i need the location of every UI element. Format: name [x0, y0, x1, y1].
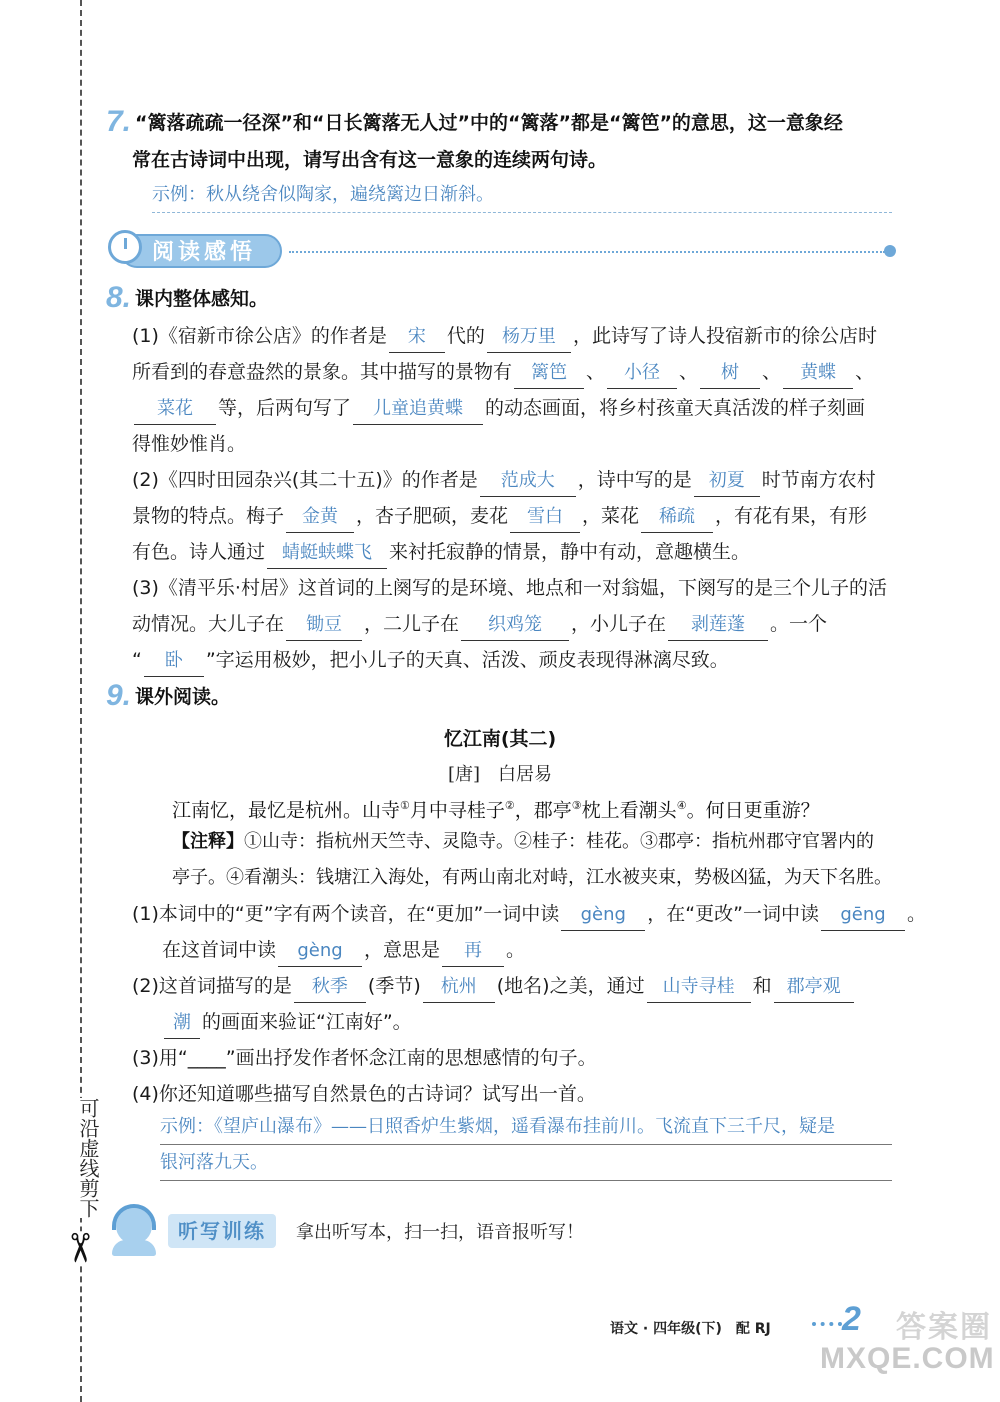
- poem-text: 江南忆，最忆是杭州。山寺①月中寻桂子②，郡亭③枕上看潮头④。何日更重游？: [172, 799, 820, 822]
- poem-notes-line1: 【注释】①山寺：指杭州天竺寺、灵隐寺。②桂子：桂花。③郡亭：指杭州郡守官署内的: [172, 831, 874, 852]
- q8-number: 8.: [106, 281, 132, 314]
- blank: 织鸡笼: [461, 610, 569, 641]
- blank: gèng: [278, 936, 362, 967]
- q7-line2: 常在古诗词中出现，请写出含有这一意象的连续两句诗。: [132, 149, 608, 171]
- watermark-logo: 答案圈: [896, 1310, 992, 1345]
- blank: 卧: [144, 646, 204, 677]
- blank: 潮: [164, 1008, 200, 1039]
- q9-s4-question: (4)你还知道哪些描写自然景色的古诗词？试写出一首。: [132, 1083, 596, 1105]
- blank: gèng: [561, 900, 645, 931]
- section-title: 阅读感悟: [120, 234, 282, 268]
- blank: 雪白: [510, 502, 580, 533]
- q8-p2-line3: 有色。诗人通过 蜻蜓蛱蝶飞 来衬托寂静的情景，静中有动，意趣横生。: [132, 534, 894, 570]
- dictation-banner: [110, 1204, 610, 1260]
- q8-p1-line2: 所看到的春意盎然的景象。其中描写的景物有 篱笆 、 小径 、 树 、 黄蝶 、: [132, 354, 894, 390]
- q7-answer: 示例：秋从绕舍似陶家，遍绕篱边日渐斜。: [152, 178, 892, 213]
- blank: 杭州: [423, 972, 495, 1003]
- blank: 蜻蜓蛱蝶飞: [267, 538, 387, 569]
- q7-number: 7.: [106, 105, 132, 138]
- q9-s1-line2: 在这首词中读 gèng ，意思是 再 。: [162, 932, 924, 968]
- blank: 郡亭观: [774, 972, 854, 1003]
- blank: gēng: [821, 900, 905, 931]
- blank: 剥莲蓬: [668, 610, 768, 641]
- q9-s2-line1: (2)这首词描写的是 秋季 (季节) 杭州 (地名)之美，通过 山寺寻桂 和 郡亭观: [132, 968, 894, 1004]
- q8-p1-line3: 菜花 等，后两句写了 儿童追黄蝶 的动态画面，将乡村孩童天真活泼的样子刻画: [132, 390, 894, 426]
- poem-notes-line2: 亭子。④看潮头：钱塘江入海处，有两山南北对峙，江水被夹束，势极凶猛，为天下名胜。: [172, 867, 892, 888]
- q9-heading: 9. 课外阅读。: [106, 679, 231, 712]
- blank: 宋: [389, 322, 445, 353]
- scissors-icon: ✂: [55, 1231, 102, 1265]
- q8-p3-line2: 动情况。大儿子在 锄豆 ，二儿子在 织鸡笼 ，小儿子在 剥莲蓬 。一个: [132, 606, 894, 642]
- blank: 金黄: [286, 502, 354, 533]
- q8-p2-line1: (2)《四时田园杂兴(其二十五)》的作者是 范成大 ，诗中写的是 初夏 时节南方农村: [132, 462, 894, 498]
- blank: 篱笆: [514, 358, 584, 389]
- q9-s1-line1: (1)本词中的“更”字有两个读音，在“更加”一词中读 gèng ，在“更改”一词中读 gēng 。: [132, 896, 894, 932]
- page-dots: [812, 1322, 842, 1332]
- blank: 初夏: [694, 466, 760, 497]
- q8-p2-line2: 景物的特点。梅子 金黄 ，杏子肥硕，麦花 雪白 ，菜花 稀疏 ，有花有果，有形: [132, 498, 894, 534]
- cut-instruction: 可沿虚线剪下: [60, 1098, 100, 1218]
- blank: 锄豆: [286, 610, 362, 641]
- blank: 稀疏: [641, 502, 713, 533]
- q9-s2-line2: 潮 的画面来验证“江南好”。: [162, 1004, 924, 1040]
- q7-line1: 7. “篱落疏疏一径深”和“日长篱落无人过”中的“篱落”都是“篱笆”的意思，这一意象经: [106, 105, 843, 138]
- blank: 菜花: [134, 394, 216, 425]
- blank: 黄蝶: [783, 358, 853, 389]
- watermark-url: MXQE.COM: [820, 1342, 995, 1375]
- q9-number: 9.: [106, 679, 132, 712]
- blank: 范成大: [480, 466, 576, 497]
- page-number: 2: [842, 1300, 861, 1338]
- q9-s4-answer-line2: 银河落九天。: [160, 1146, 892, 1181]
- banner-end-dot: [884, 245, 896, 257]
- blank: 再: [442, 936, 504, 967]
- dictation-title: 听写训练: [168, 1214, 276, 1248]
- blank: 树: [700, 358, 760, 389]
- blank: 杨万里: [487, 322, 571, 353]
- blank: 秋季: [294, 972, 366, 1003]
- clock-icon: [108, 230, 142, 264]
- banner-dotted-rule: [289, 251, 885, 253]
- q8-p3-line3: “ 卧 ”字运用极妙，把小儿子的天真、活泼、顽皮表现得淋漓尽致。: [132, 642, 894, 678]
- poem-title: 忆江南(其二): [443, 728, 557, 750]
- headset-avatar-icon: [110, 1204, 158, 1256]
- blank: 山寺寻桂: [647, 972, 751, 1003]
- blank: 小径: [607, 358, 677, 389]
- poem-author: [唐] 白居易: [447, 764, 553, 785]
- q8-p3-line1: (3)《清平乐·村居》这首词的上阕写的是环境、地点和一对翁媪，下阕写的是三个儿子的活: [132, 577, 887, 599]
- section-banner-reading: [104, 228, 894, 272]
- footer-subject: 语文 · 四年级(下) 配 RJ: [610, 1321, 771, 1337]
- q8-p1-line4: 得惟妙惟肖。: [132, 433, 247, 455]
- q8-p1-line1: (1)《宿新市徐公店》的作者是 宋 代的 杨万里 ，此诗写了诗人投宿新市的徐公店时: [132, 318, 894, 354]
- q9-s3: (3)用“____”画出抒发作者怀念江南的思想感情的句子。: [132, 1047, 597, 1069]
- q9-s4-answer-line1: 示例：《望庐山瀑布》——日照香炉生紫烟，遥看瀑布挂前川。飞流直下三千尺，疑是: [160, 1110, 892, 1145]
- q8-heading: 8. 课内整体感知。: [106, 281, 269, 314]
- blank: 儿童追黄蝶: [353, 394, 483, 425]
- dictation-instruction: 拿出听写本，扫一扫，语音报听写！: [296, 1222, 584, 1243]
